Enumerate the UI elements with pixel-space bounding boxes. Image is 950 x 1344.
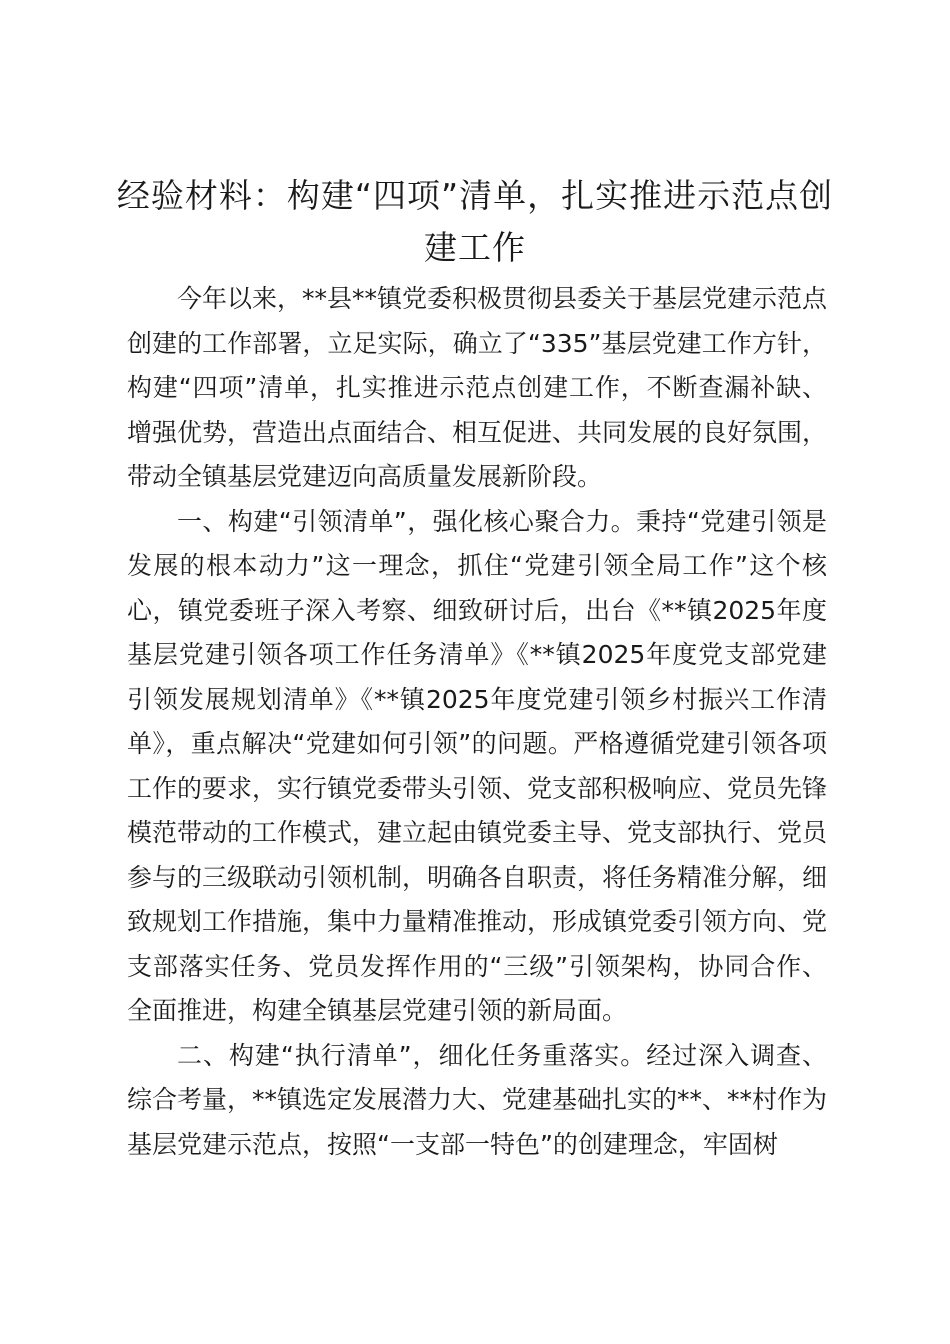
document-body <box>127 277 827 1167</box>
paragraph-section-one: 一、构建“引领清单”，强化核心聚合力。秉持“党建引领是发展的根本动力”这一理念，抓住“党建引领全局工作”这个核心，镇党委班子深入考察、细致研讨后，出台《**镇2025年度基层党建引领各项工作任务清单》《**镇2025年度党支部党建引领发展规划清单》《**镇2025年度党建引领乡村振兴工作清单》，重点解决“党建如何引领”的问题。严格遵循党建引领各项工作的要求，实行镇党委带头引领、党支部积极响应、党员先锋模范带动的工作模式，建立起由镇党委主导、党支部执行、党员参与的三级联动引领机制，明确各自职责，将任务精准分解，细致规划工作措施，集中力量精准推动，形成镇党委引领方向、党支部落实任务、党员发挥作用的“三级”引领架构，协同合作、全面推进，构建全镇基层党建引领的新局面。 <box>127 506 828 1025</box>
paragraph-section-two: 二、构建“执行清单”，细化任务重落实。经过深入调查、综合考量，**镇选定发展潜力大、党建基础扎实的**、**村作为基层党建示范点，按照“一支部一特色”的创建理念，牢固树 <box>127 1040 828 1159</box>
document-title: 经验材料：构建“四项”清单，扎实推进示范点创建工作 <box>116 176 834 267</box>
paragraph-intro: 今年以来，**县**镇党委积极贯彻县委关于基层党建示范点创建的工作部署，立足实际，确立了“335”基层党建工作方针，构建“四项”清单，扎实推进示范点创建工作，不断查漏补缺、增强优势，营造出点面结合、相互促进、共同发展的良好氛围，带动全镇基层党建迈向高质量发展新阶段。 <box>127 284 828 491</box>
